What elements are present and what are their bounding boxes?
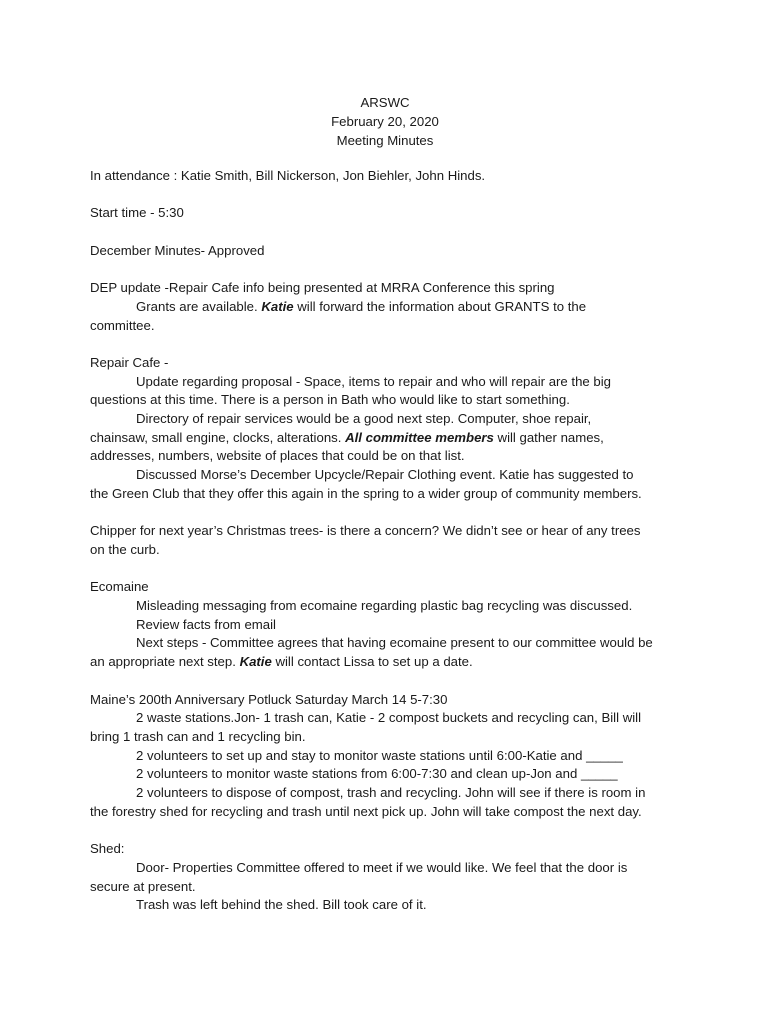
- repair-p2-text-2: will gather names,: [493, 429, 604, 445]
- dep-committee-line: committee.: [90, 317, 155, 333]
- meeting-date: February 20, 2020: [331, 114, 439, 129]
- potluck-line6: the forestry shed for recycling and trash until next pick up. John will take compost the next day.: [90, 803, 642, 819]
- chipper-line1: Chipper for next year’s Christmas trees- is there a concern? We didn’t see or hear of any trees: [90, 523, 641, 539]
- attendance-line: In attendance : Katie Smith, Bill Nickerson, Jon Biehler, John Hinds.: [90, 168, 486, 183]
- org-name: ARSWC: [360, 95, 410, 110]
- repair-cafe-section: [90, 354, 690, 504]
- repair-all-members: All committee members: [345, 429, 494, 445]
- potluck-section: [90, 691, 690, 822]
- ecomaine-heading: Ecomaine: [90, 579, 149, 595]
- december-minutes-line: December Minutes- Approved: [90, 242, 265, 258]
- repair-p2-line1: Directory of repair services would be a good next step. Computer, shoe repair,: [136, 411, 592, 427]
- repair-p3-line1: Discussed Morse’s December Upcycle/Repair Clothing event. Katie has suggested to: [136, 467, 634, 483]
- ecomaine-text-2: will contact Lissa to set up a date.: [271, 654, 473, 670]
- potluck-heading: Maine’s 200th Anniversary Potluck Saturday March 14 5-7:30: [90, 691, 448, 707]
- chipper-line2: on the curb.: [90, 541, 160, 557]
- ecomaine-line3: Next steps - Committee agrees that having ecomaine present to our committee would be: [136, 635, 653, 651]
- dep-grants-text-2: will forward the information about GRANTS to the: [293, 298, 587, 314]
- chipper-section: [90, 522, 690, 559]
- potluck-line1: 2 waste stations.Jon- 1 trash can, Katie - 2 compost buckets and recycling can, Bill will: [136, 710, 642, 726]
- shed-heading: Shed:: [90, 841, 125, 857]
- start-time-line: Start time - 5:30: [90, 205, 184, 221]
- dep-heading: DEP update -Repair Cafe info being presented at MRRA Conference this spring: [90, 280, 555, 296]
- document-header: [0, 93, 770, 150]
- repair-p2-line3: addresses, numbers, website of places that could be on that list.: [90, 448, 465, 464]
- document-title: Meeting Minutes: [336, 133, 434, 148]
- potluck-line5: 2 volunteers to dispose of compost, trash and recycling. John will see if there is room in: [136, 785, 646, 801]
- repair-p1-line2: questions at this time. There is a person in Bath who would like to start something.: [90, 392, 570, 408]
- ecomaine-text: an appropriate next step.: [90, 654, 240, 670]
- repair-p2-line2: [90, 429, 690, 448]
- ecomaine-line2: Review facts from email: [136, 616, 276, 632]
- minutes-body: [90, 167, 690, 915]
- potluck-line3: 2 volunteers to set up and stay to monitor waste stations until 6:00-Katie and _____: [136, 747, 623, 763]
- ecomaine-katie-name: Katie: [239, 654, 272, 670]
- shed-line1: Door- Properties Committee offered to meet if we would like. We feel that the door is: [136, 859, 628, 875]
- shed-line3: Trash was left behind the shed. Bill took care of it.: [136, 897, 427, 913]
- potluck-line2: bring 1 trash can and 1 recycling bin.: [90, 728, 306, 744]
- repair-p2-text: chainsaw, small engine, clocks, alterations.: [90, 429, 346, 445]
- shed-section: [90, 840, 690, 915]
- ecomaine-section: [90, 578, 690, 672]
- dep-update-section: [90, 279, 690, 335]
- dep-katie-name: Katie: [261, 298, 294, 314]
- repair-p3-line2: the Green Club that they offer this again in the spring to a wider group of community members.: [90, 485, 642, 501]
- dep-grants-line: [90, 298, 690, 317]
- ecomaine-line4: [90, 653, 690, 672]
- shed-line2: secure at present.: [90, 878, 196, 894]
- repair-heading: Repair Cafe -: [90, 354, 169, 370]
- potluck-line4: 2 volunteers to monitor waste stations from 6:00-7:30 and clean up-Jon and _____: [136, 766, 618, 782]
- dep-grants-text: Grants are available.: [136, 298, 262, 314]
- repair-p1-line1: Update regarding proposal - Space, items to repair and who will repair are the big: [136, 373, 612, 389]
- ecomaine-line1: Misleading messaging from ecomaine regarding plastic bag recycling was discussed.: [136, 598, 633, 614]
